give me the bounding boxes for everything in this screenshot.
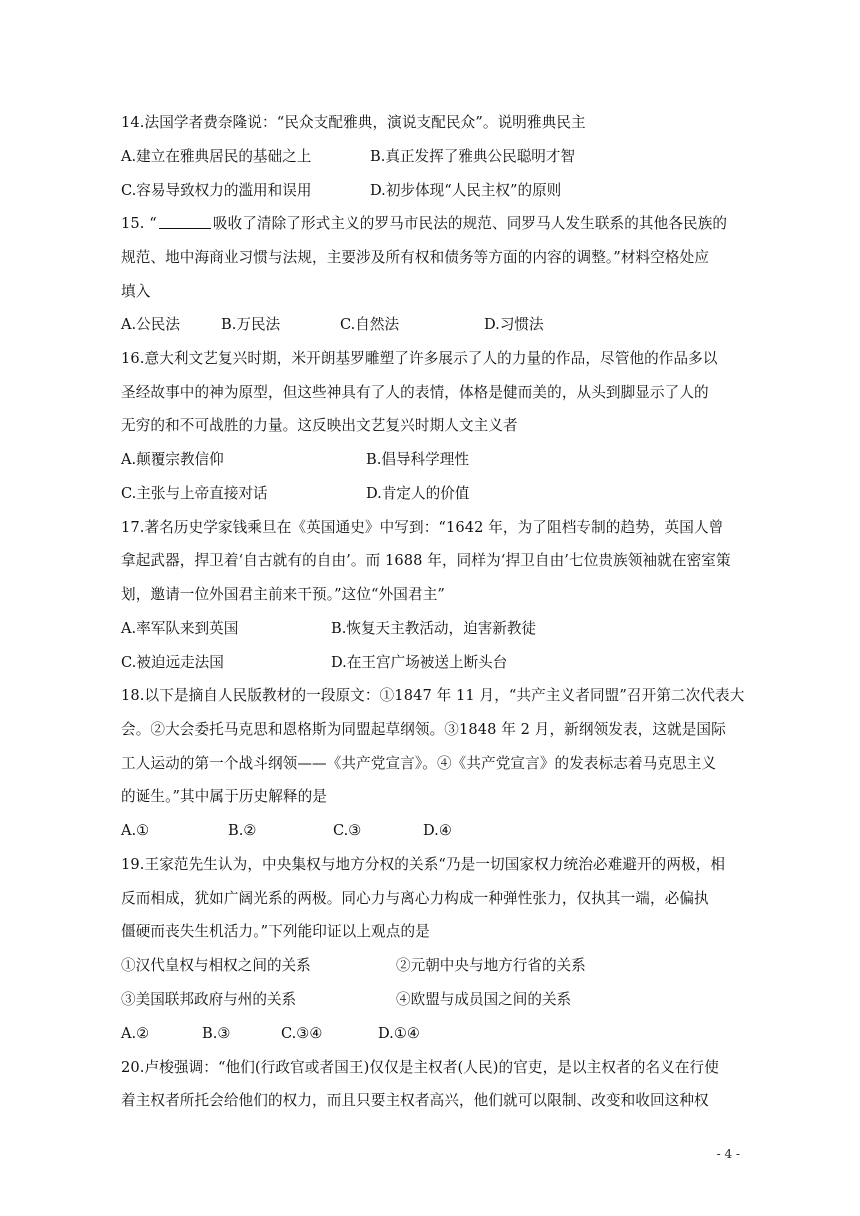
q19-option-b: B.③ (202, 1025, 231, 1042)
q15-option-c: C.自然法 (340, 316, 400, 333)
q18-option-c: C.③ (333, 822, 362, 839)
q19-option-d: D.①④ (378, 1025, 420, 1042)
q19-option-c: C.③④ (281, 1025, 323, 1042)
q15-option-b: B.万民法 (221, 316, 281, 333)
q16-option-a: A.颠覆宗教信仰 (121, 451, 224, 468)
q16-option-b: B.倡导科学理性 (366, 451, 469, 468)
question-19-stem-line-2: 反而相成，犹如广阔光系的两极。同心力与离心力构成一种弹性张力，仅执其一端，必偏执 (121, 890, 709, 907)
question-17-stem-line-2: 拿起武器，捍卫着‘自古就有的自由’。而 1688 年，同样为‘捍卫自由’七位贵族领袖就在密室策 (121, 552, 731, 569)
question-18-stem-line-4: 的诞生。”其中属于历史解释的是 (121, 788, 327, 805)
page-number: - 4 - (716, 1147, 740, 1161)
question-15-stem-line-1 (121, 214, 727, 234)
q16-option-c: C.主张与上帝直接对话 (121, 485, 268, 502)
question-17-stem-line-1: 17.著名历史学家钱乘旦在《英国通史》中写到：“1642 年，为了阻档专制的趋势，英国人曾 (121, 519, 724, 536)
question-20-stem-line-2: 着主权者所托会给他们的权力，而且只要主权者高兴，他们就可以限制、改变和收回这种权 (121, 1092, 709, 1109)
q16-option-d: D.肯定人的价值 (366, 485, 470, 502)
q14-option-b: B.真正发挥了雅典公民聪明才智 (370, 148, 576, 165)
question-16-stem-line-2: 圣经故事中的神为原型，但这些神具有了人的表情，体格是健而美的，从头到脚显示了人的 (121, 384, 709, 401)
question-18-stem-line-2: 会。②大会委托马克思和恩格斯为同盟起草纲领。③1848 年 2 月，新纲领发表，这就是国际 (121, 721, 726, 738)
q14-option-d: D.初步体现“人民主权”的原则 (370, 182, 562, 199)
question-16-stem-line-3: 无穷的和不可战胜的力量。这反映出文艺复兴时期人文主义者 (121, 417, 518, 434)
question-19-stem-line-1: 19.王家范先生认为，中央集权与地方分权的关系“乃是一切国家权力统治必难避开的两极，相 (121, 856, 726, 873)
q17-option-b: B.恢复天主教活动，迫害新教徒 (331, 620, 537, 637)
question-15-stem-line-2: 规范、地中海商业习惯与法规，主要涉及所有权和债务等方面的内容的调整。”材料空格处应 (121, 249, 710, 266)
q17-option-d: D.在王宫广场被送上断头台 (331, 654, 508, 671)
question-18-stem-line-3: 工人运动的第一个战斗纲领——《共产党宣言》。④《共产党宣言》的发表标志着马克思主义 (121, 755, 717, 772)
q19-item-1: ①汉代皇权与相权之间的关系 (121, 957, 311, 974)
question-16-stem-line-1: 16.意大利文艺复兴时期，米开朗基罗雕塑了许多展示了人的力量的作品，尽管他的作品多以 (121, 350, 718, 367)
q18-option-d: D.④ (423, 822, 452, 839)
question-17-stem-line-3: 划，邀请一位外国君主前来干预。”这位“外国君主” (121, 586, 445, 603)
q19-item-2: ②元朝中央与地方行省的关系 (396, 957, 586, 974)
q19-item-3: ③美国联邦政府与州的关系 (121, 991, 297, 1008)
question-19-stem-line-3: 僵硬而丧失生机活力。”下列能印证以上观点的是 (121, 923, 430, 940)
q15-number: 15. “ (121, 215, 157, 232)
q15-option-d: D.习惯法 (484, 316, 544, 333)
q14-option-c: C.容易导致权力的滥用和误用 (121, 182, 312, 199)
question-18-stem-line-1: 18.以下是摘自人民版教材的一段原文：①1847 年 11 月，“共产主义者同盟”召开第二次代表大 (121, 687, 745, 704)
question-20-stem-line-1: 20.卢梭强调：“他们(行政官或者国王)仅仅是主权者(人民)的官吏，是以主权者的名义在行使 (121, 1059, 719, 1076)
question-14-stem: 14.法国学者费奈隆说：“民众支配雅典，演说支配民众”。说明雅典民主 (121, 114, 586, 131)
q14-option-a: A.建立在雅典居民的基础之上 (121, 148, 312, 165)
q18-option-b: B.② (228, 822, 257, 839)
q17-option-a: A.率军队来到英国 (121, 620, 239, 637)
q19-item-4: ④欧盟与成员国之间的关系 (396, 991, 572, 1008)
q17-option-c: C.被迫远走法国 (121, 654, 224, 671)
question-15-stem-line-3: 填入 (121, 283, 151, 300)
q18-option-a: A.① (121, 822, 150, 839)
answer-blank (159, 214, 211, 229)
q15-text: 吸收了清除了形式主义的罗马市民法的规范、同罗马人发生联系的其他各民族的 (212, 215, 728, 232)
q15-option-a: A.公民法 (121, 316, 180, 333)
q19-option-a: A.② (121, 1025, 150, 1042)
